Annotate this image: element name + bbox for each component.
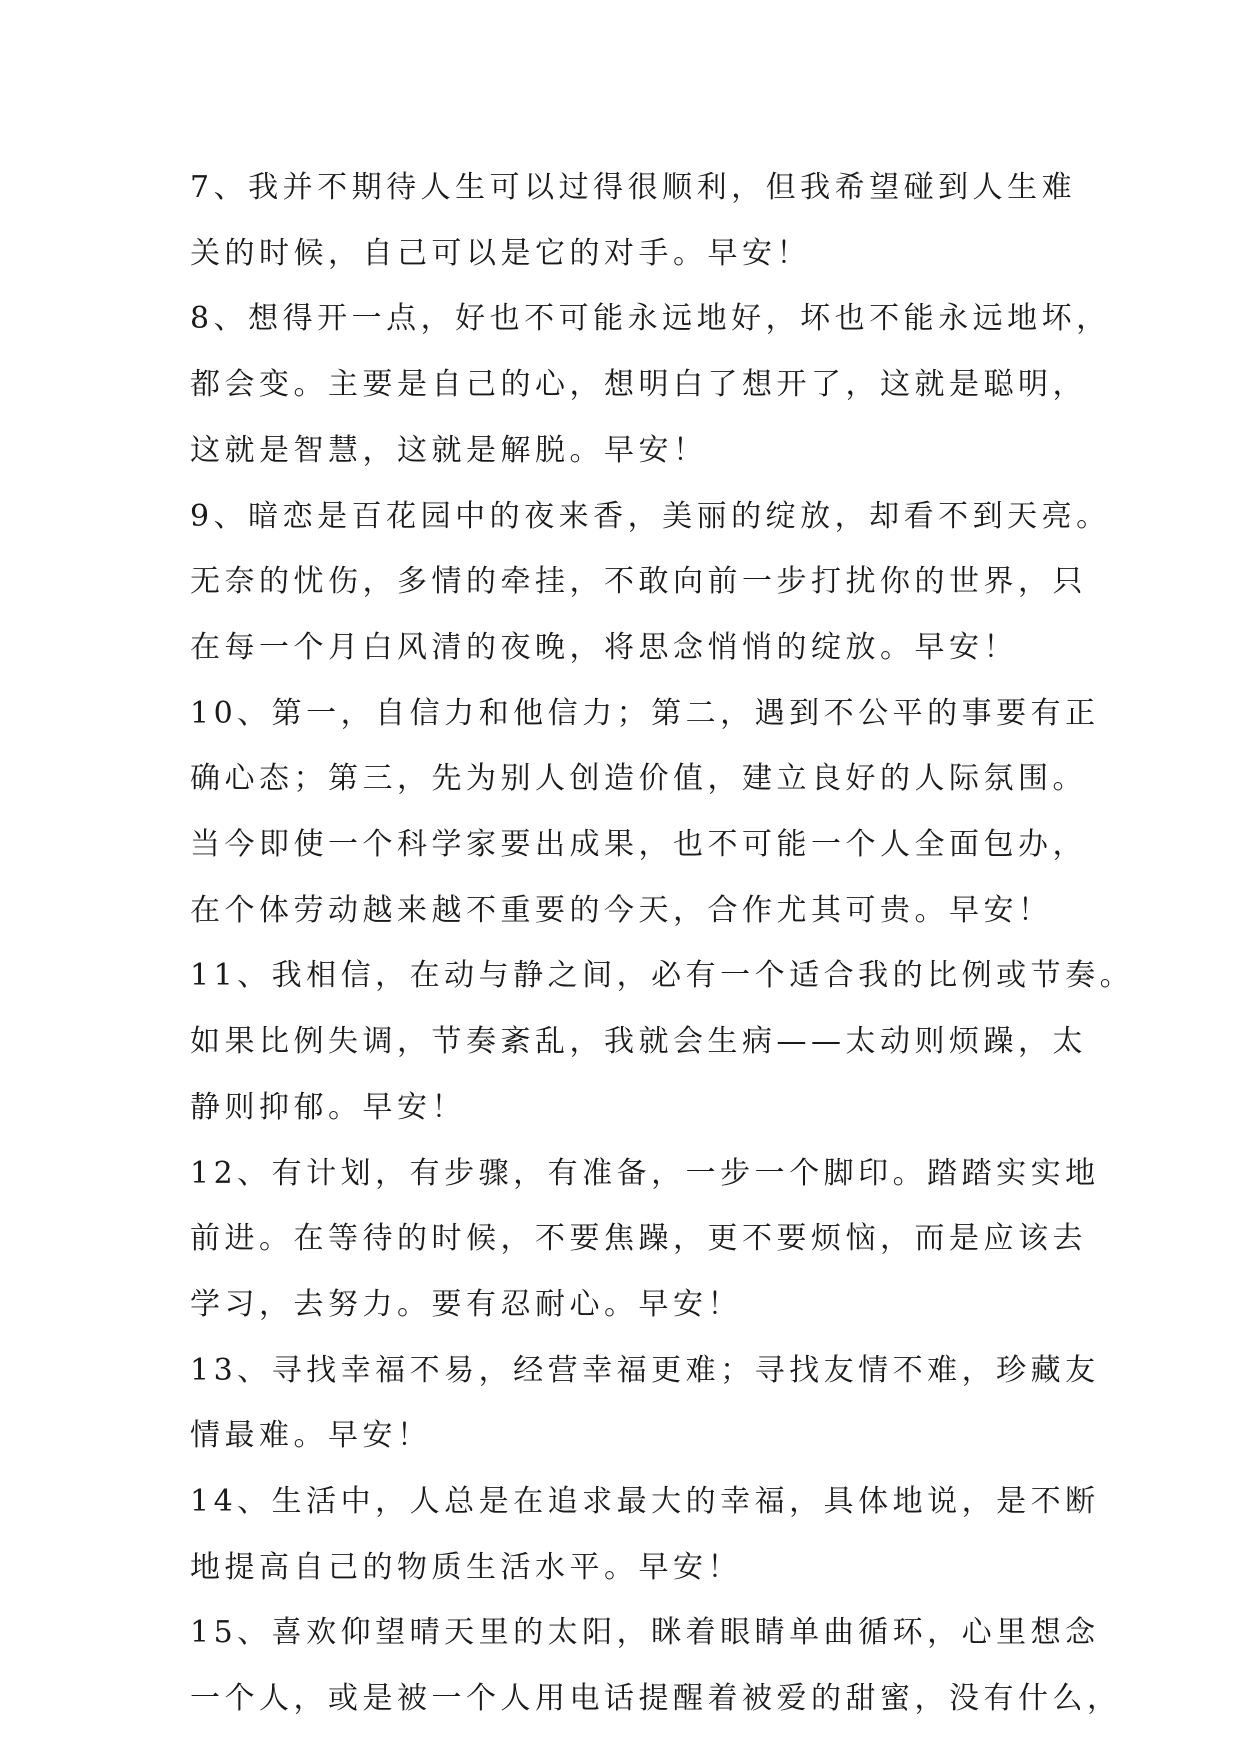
- document-body: [190, 155, 1135, 1732]
- text-line: 10、第一，自信力和他信力；第二，遇到不公平的事要有正: [190, 695, 1100, 731]
- text-line: 一个人，或是被一个人用电话提醒着被爱的甜蜜，没有什么，: [190, 1681, 1122, 1717]
- quote-paragraph-12: [190, 1141, 1100, 1338]
- text-line: 情最难。早安！: [190, 1418, 432, 1454]
- text-line: 15、喜欢仰望晴天里的太阳，眯着眼睛单曲循环，心里想念: [190, 1615, 1100, 1651]
- text-line: 8、想得开一点，好也不可能永远地好，坏也不能永远地坏，: [190, 301, 1111, 337]
- text-line: 学习，去努力。要有忍耐心。早安！: [190, 1286, 742, 1322]
- quote-paragraph-13: [190, 1338, 1100, 1469]
- text-line: 14、生活中，人总是在追求最大的幸福，具体地说，是不断: [190, 1484, 1100, 1520]
- text-line: 前进。在等待的时候，不要焦躁，更不要烦恼，而是应该去: [190, 1221, 1087, 1257]
- text-line: 地提高自己的物质生活水平。早安！: [190, 1549, 742, 1585]
- quote-paragraph-7: [190, 155, 1077, 286]
- quote-paragraph-14: [190, 1469, 1100, 1600]
- text-line: 在每一个月白风清的夜晚，将思念悄悄的绽放。早安！: [190, 629, 1018, 665]
- text-line: 静则抑郁。早安！: [190, 1089, 466, 1125]
- text-line: 9、暗恋是百花园中的夜来香，美丽的绽放，却看不到天亮。: [190, 498, 1111, 534]
- text-line: 11、我相信，在动与静之间，必有一个适合我的比例或节奏。: [190, 958, 1135, 994]
- text-line: 这就是智慧，这就是解脱。早安！: [190, 432, 708, 468]
- text-line: 12、有计划，有步骤，有准备，一步一个脚印。踏踏实实地: [190, 1155, 1100, 1191]
- text-line: 13、寻找幸福不易，经营幸福更难；寻找友情不难，珍藏友: [190, 1352, 1100, 1388]
- quote-paragraph-11: [190, 943, 1135, 1140]
- text-line: 如果比例失调，节奏紊乱，我就会生病——太动则烦躁，太: [190, 1024, 1087, 1060]
- text-line: 无奈的忧伤，多情的牵挂，不敢向前一步打扰你的世界，只: [190, 564, 1087, 600]
- text-line: 关的时候，自己可以是它的对手。早安！: [190, 235, 811, 271]
- quote-paragraph-8: [190, 286, 1111, 483]
- text-line: 当今即使一个科学家要出成果，也不可能一个人全面包办，: [190, 827, 1087, 863]
- text-line: 在个体劳动越来越不重要的今天，合作尤其可贵。早安！: [190, 892, 1053, 928]
- quote-paragraph-10: [190, 681, 1100, 944]
- text-line: 都会变。主要是自己的心，想明白了想开了，这就是聪明，: [190, 367, 1087, 403]
- quote-paragraph-9: [190, 484, 1111, 681]
- text-line: 确心态；第三，先为别人创造价值，建立良好的人际氛围。: [190, 761, 1087, 797]
- text-line: 7、我并不期待人生可以过得很顺利，但我希望碰到人生难: [190, 170, 1077, 205]
- quote-paragraph-15: [190, 1600, 1122, 1731]
